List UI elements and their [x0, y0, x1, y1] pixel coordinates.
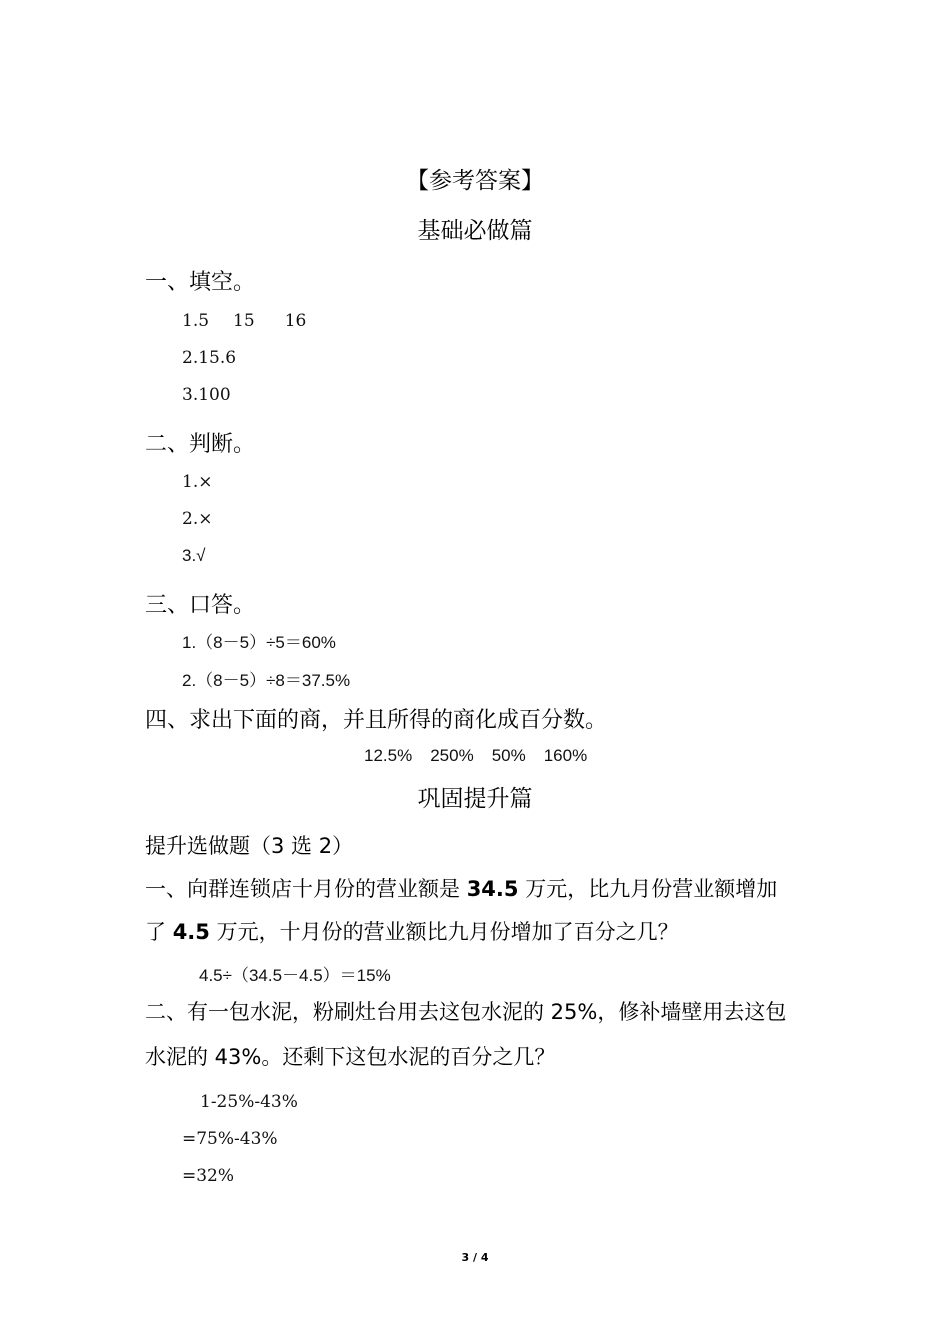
q1-value-4-5: 4.5	[172, 920, 210, 944]
answer-3-2: 2.（8－5）÷8＝37.5%	[182, 671, 351, 690]
section4-answer: 12.5%	[364, 746, 413, 765]
page-number: 3 / 4	[461, 1251, 489, 1264]
q1-line2-text-a: 了	[145, 920, 173, 944]
answer-1-1	[182, 311, 306, 331]
q1-answer: 4.5÷（34.5－4.5）＝15%	[199, 966, 391, 985]
q2-line2: 水泥的 43%。还剩下这包水泥的百分之几？	[145, 1045, 556, 1069]
q1-line1-text-b: 万元，比九月份营业额增加	[518, 877, 778, 901]
q1-line2-text-b: 万元，十月份的营业额比九月份增加了百分之几？	[209, 920, 679, 944]
section4-answer: 50%	[491, 746, 526, 765]
q2-step2: =75%-43%	[182, 1129, 278, 1149]
section1-heading: 一、填空。	[145, 270, 256, 295]
section4-answer: 160%	[543, 746, 588, 765]
answer-1-1-a: 1.5	[182, 311, 210, 331]
section3-heading: 三、口答。	[145, 593, 256, 618]
section4-answers	[364, 746, 587, 766]
answer-2-1: 1.×	[182, 472, 213, 492]
q1-line1	[145, 873, 777, 903]
answer-key-title: 【参考答案】	[406, 168, 544, 194]
part1-title: 基础必做篇	[417, 218, 533, 244]
q1-line1-text-a: 一、向群连锁店十月份的营业额是	[145, 877, 467, 901]
answer-1-1-b: 15	[233, 311, 255, 331]
q2-step3: =32%	[182, 1166, 235, 1186]
section4-heading: 四、求出下面的商，并且所得的商化成百分数。	[145, 708, 608, 733]
q2-line1: 二、有一包水泥，粉刷灶台用去这包水泥的 25%，修补墙壁用去这包	[145, 1000, 787, 1024]
answer-3-1: 1.（8－5）÷5＝60%	[182, 633, 336, 652]
part2-title: 巩固提升篇	[417, 786, 533, 812]
answer-2-2: 2.×	[182, 509, 213, 529]
q1-value-34-5: 34.5	[466, 877, 519, 901]
answer-2-3: 3.√	[182, 546, 206, 565]
answer-1-3: 3.100	[182, 385, 231, 405]
q1-line2	[145, 916, 679, 946]
answer-1-1-c: 16	[284, 311, 307, 331]
answer-1-2: 2.15.6	[182, 348, 237, 368]
section4-answer: 250%	[430, 746, 474, 765]
section2-heading: 二、判断。	[145, 432, 256, 457]
part2-intro: 提升选做题（3 选 2）	[145, 834, 354, 858]
q2-step1: 1-25%-43%	[200, 1092, 298, 1112]
